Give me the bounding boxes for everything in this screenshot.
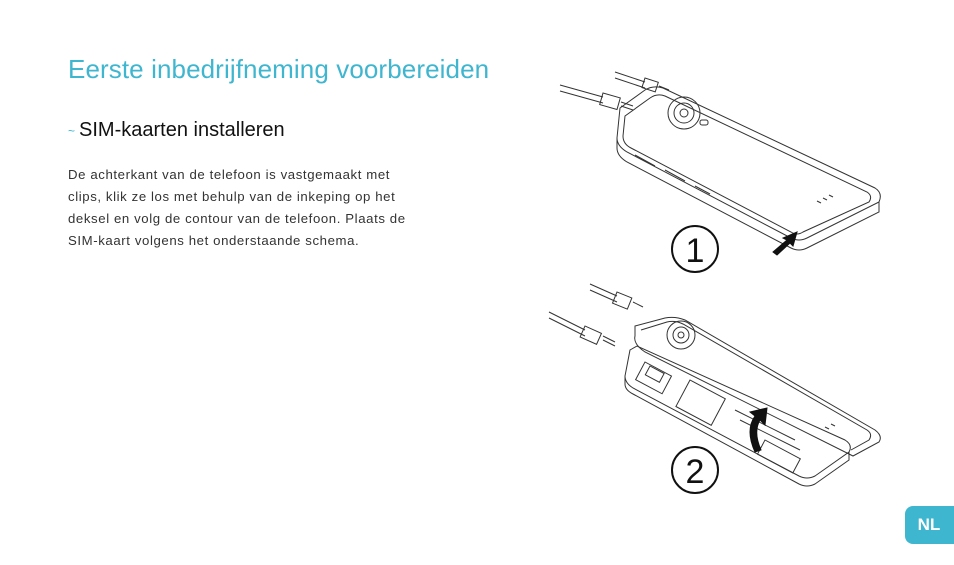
section-heading [68, 119, 285, 142]
lift-arrow-icon [750, 408, 767, 452]
page-title: Eerste inbedrijfneming voorbereiden [68, 54, 490, 84]
step1-phone-illustration [545, 60, 895, 280]
headphone-cable-icon [590, 284, 643, 309]
phone-frame-open [625, 346, 850, 486]
headphone-cable-icon [615, 72, 669, 92]
step-number-text: 1 [685, 232, 705, 270]
phone-back [617, 87, 880, 250]
instruction-paragraph [68, 164, 468, 252]
instruction-line: SIM-kaart volgens het onderstaande schema. [68, 233, 360, 248]
push-arrow-icon [773, 232, 797, 255]
tilde-mark: ~ [68, 123, 76, 138]
usb-cable-icon [549, 312, 615, 346]
instruction-line: De achterkant van de telefoon is vastgemaakt met [68, 167, 391, 182]
instruction-line: clips, klik ze los met behulp van de inkeping op het [68, 189, 396, 204]
language-badge: NL [905, 506, 954, 544]
step-number-text: 2 [685, 453, 705, 491]
back-cover-lifted [635, 317, 881, 456]
instruction-line: deksel en volg de contour van de telefoon. Plaats de [68, 211, 406, 226]
step2-phone-illustration [545, 280, 895, 500]
section-heading-text: SIM-kaarten installeren [79, 119, 285, 141]
